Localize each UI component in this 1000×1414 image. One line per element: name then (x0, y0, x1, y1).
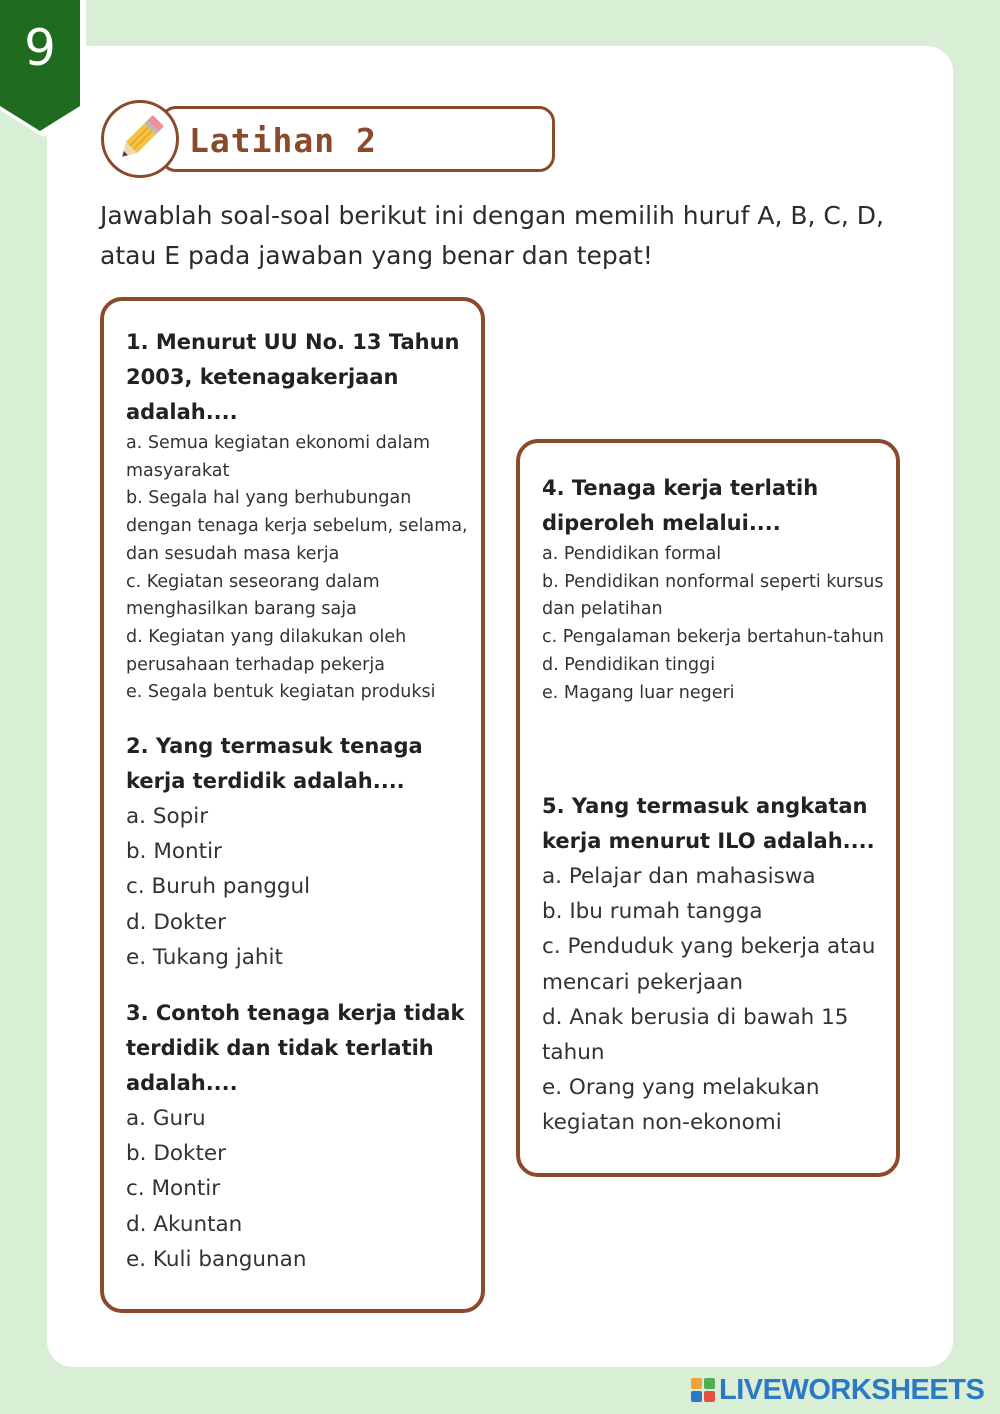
answer-option[interactable]: e. Segala bentuk kegiatan produksi (126, 682, 436, 703)
question-title: 3. Contoh tenaga kerja tidak terdidik dan tidak terlatih adalah.... (126, 1001, 465, 1095)
question-3 (126, 996, 471, 1277)
answer-option[interactable]: a. Pelajar dan mahasiswa (542, 864, 816, 889)
answer-option[interactable]: a. Sopir (126, 804, 209, 829)
answer-option[interactable]: d. Dokter (126, 909, 226, 935)
answer-option[interactable]: c. Pengalaman bekerja bertahun-tahun (542, 627, 884, 648)
question-4 (542, 471, 887, 707)
answer-option[interactable]: a. Semua kegiatan ekonomi dalam masyarakat (126, 433, 431, 481)
answer-option[interactable]: d. Pendidikan tinggi (542, 654, 716, 675)
answer-option[interactable]: c. Kegiatan seseorang dalam menghasilkan barang saja (126, 571, 380, 620)
answer-option[interactable]: e. Kuli bangunan (126, 1246, 307, 1272)
answer-option[interactable]: d. Kegiatan yang dilakukan oleh perusahaan terhadap pekerja (126, 626, 407, 675)
answer-option[interactable]: e. Magang luar negeri (542, 682, 735, 703)
logo-badge-icon (691, 1378, 715, 1402)
question-box-left (100, 297, 485, 1313)
answer-option[interactable]: b. Pendidikan nonformal seperti kursus dan pelatihan (542, 571, 884, 620)
page-title: Latihan 2 (189, 121, 377, 160)
answer-option[interactable]: c. Penduduk yang bekerja atau mencari pekerjaan (542, 934, 876, 995)
question-title: 4. Tenaga kerja terlatih diperoleh melalui.... (542, 476, 819, 535)
answer-option[interactable]: d. Anak berusia di bawah 15 tahun (542, 1004, 849, 1066)
question-box-right (516, 439, 900, 1177)
answer-option[interactable]: e. Orang yang melakukan kegiatan non-ekonomi (542, 1075, 820, 1136)
question-title: 5. Yang termasuk angkatan kerja menurut ILO adalah.... (542, 794, 875, 853)
page-number: 9 (24, 19, 56, 77)
answer-option[interactable]: b. Montir (126, 839, 222, 865)
answer-option[interactable]: c. Montir (126, 1176, 221, 1202)
instructions-text: Jawablah soal-soal berikut ini dengan memilih huruf A, B, C, D, atau E pada jawaban yang benar dan tepat! (100, 201, 884, 270)
title-banner (160, 106, 555, 172)
answer-option[interactable]: c. Buruh panggul (126, 874, 311, 900)
answer-option[interactable]: b. Segala hal yang berhubungan dengan tenaga kerja sebelum, selama, dan sesudah masa kerja (126, 488, 468, 564)
answer-option[interactable]: d. Akuntan (126, 1211, 243, 1237)
answer-option[interactable]: a. Pendidikan formal (542, 544, 722, 564)
answer-option[interactable]: b. Dokter (126, 1141, 226, 1167)
page-number-badge (0, 0, 86, 137)
logo-text: LIVEWORKSHEETS (719, 1373, 985, 1406)
answer-option[interactable]: a. Guru (126, 1106, 206, 1131)
liveworksheets-logo (691, 1375, 984, 1405)
answer-option[interactable]: b. Ibu rumah tangga (542, 899, 763, 925)
pencil-badge (101, 100, 179, 178)
question-title: 1. Menurut UU No. 13 Tahun 2003, ketenagakerjaan adalah.... (126, 330, 460, 424)
question-2 (126, 729, 471, 975)
question-1 (126, 325, 471, 707)
pencil-icon (110, 109, 170, 169)
question-5 (542, 789, 887, 1141)
question-title: 2. Yang termasuk tenaga kerja terdidik adalah.... (126, 734, 423, 793)
answer-option[interactable]: e. Tukang jahit (126, 944, 283, 970)
